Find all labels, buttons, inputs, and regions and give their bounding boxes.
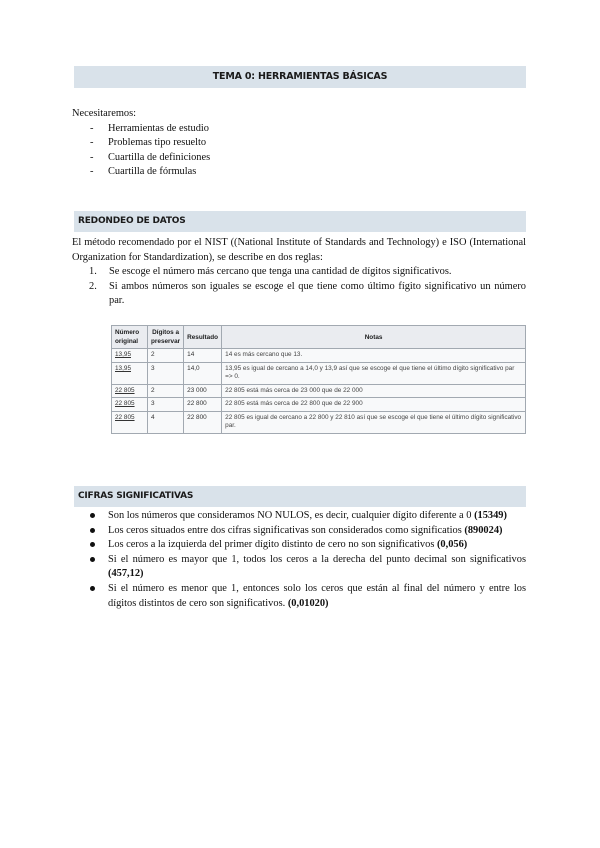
section-heading-redondeo: REDONDEO DE DATOS [74,211,526,232]
list-item: - Problemas tipo resuelto [72,136,532,151]
needs-list [72,122,532,180]
cell-note: 14 es más cercano que 13. [222,349,526,363]
rules-list [72,265,526,309]
cifras-list [90,509,526,611]
list-item: 1. Se escoge el número más cercano que tenga una cantidad de dígitos significativos. [89,266,452,278]
list-item: Los ceros a la izquierda del primer dígito distinto de cero no son significativos (0,056) [90,538,526,553]
cell-digits: 2 [148,349,184,363]
cell-original[interactable]: 13,95 [112,349,148,363]
column-header: Notas [222,326,526,349]
cell-note: 22 805 es igual de cercano a 22 800 y 22 810 así que se escoge el que tiene el último dígito significativo par. [222,411,526,433]
table-header-row [112,326,526,349]
list-item: 2. Si ambos números son iguales se escoge el que tiene como último fígito significativo un número par. [89,280,526,307]
example-value: (457,12) [108,568,144,580]
list-item: - Cuartilla de definiciones [72,151,532,166]
bullet-icon [90,542,95,547]
cell-result: 22 800 [184,398,222,412]
cell-digits: 3 [148,398,184,412]
dash-marker: - [90,166,94,178]
cell-original[interactable]: 22 805 [112,398,148,412]
column-header: Dígitos a preservar [148,326,184,349]
section-heading-cifras: CIFRAS SIGNIFICATIVAS [74,486,526,507]
rounding-table-wrapper [111,325,526,434]
table-row [112,384,526,398]
redondeo-section [72,236,526,309]
list-item: - Cuartilla de fórmulas [72,165,532,180]
cell-note: 22 805 está más cerca de 22 800 que de 22 900 [222,398,526,412]
page-title: TEMA 0: HERRAMIENTAS BÁSICAS [74,66,526,88]
example-value: (890024) [464,524,503,536]
table-row [112,411,526,433]
cell-result: 22 800 [184,411,222,433]
column-header: Resultado [184,326,222,349]
cell-digits: 2 [148,384,184,398]
list-item: Si el número es mayor que 1, todos los ceros a la derecha del punto decimal son significativos (457,12) [90,553,526,582]
table-row [112,349,526,363]
cell-note: 22 805 está más cerca de 23 000 que de 22 000 [222,384,526,398]
cell-original[interactable]: 13,95 [112,362,148,384]
list-item: Los ceros situados entre dos cifras significativas son considerados como significatios (890024) [90,524,526,539]
cell-original[interactable]: 22 805 [112,384,148,398]
cell-digits: 3 [148,362,184,384]
example-value: (0,056) [436,539,468,551]
redondeo-paragraph: El método recomendado por el NIST ((National Institute of Standards and Technology) e ISO (International Organization for Standardization), se describe en dos reglas: [72,237,526,263]
table-row [112,362,526,384]
bullet-icon [90,586,95,591]
cell-result: 14,0 [184,362,222,384]
bullet-icon [90,528,95,533]
column-header: Número original [112,326,148,349]
list-item: - Herramientas de estudio [72,122,532,137]
bullet-icon [90,513,95,518]
cell-result: 23 000 [184,384,222,398]
example-value: (0,01020) [287,597,329,609]
cell-note: 13,95 es igual de cercano a 14,0 y 13,9 así que se escoge el que tiene el último dígito significativo par => 0. [222,362,526,384]
cell-original[interactable]: 22 805 [112,411,148,433]
list-item: Si el número es menor que 1, entonces solo los ceros que están al final del número y entre los dígitos distintos de cero son significativos. (0,01020) [90,582,526,611]
rounding-table [111,325,526,434]
cifras-section [90,509,526,611]
cell-digits: 4 [148,411,184,433]
needs-intro: Necesitaremos: [72,108,137,119]
example-value: (15349) [474,510,507,521]
bullet-icon [90,557,95,562]
dash-marker: - [90,151,94,163]
needs-section [72,107,532,180]
list-item: Son los números que consideramos NO NULOS, es decir, cualquier dígito diferente a 0 (15349) [90,509,526,524]
cell-result: 14 [184,349,222,363]
dash-marker: - [90,137,94,149]
dash-marker: - [90,122,94,134]
table-row [112,398,526,412]
